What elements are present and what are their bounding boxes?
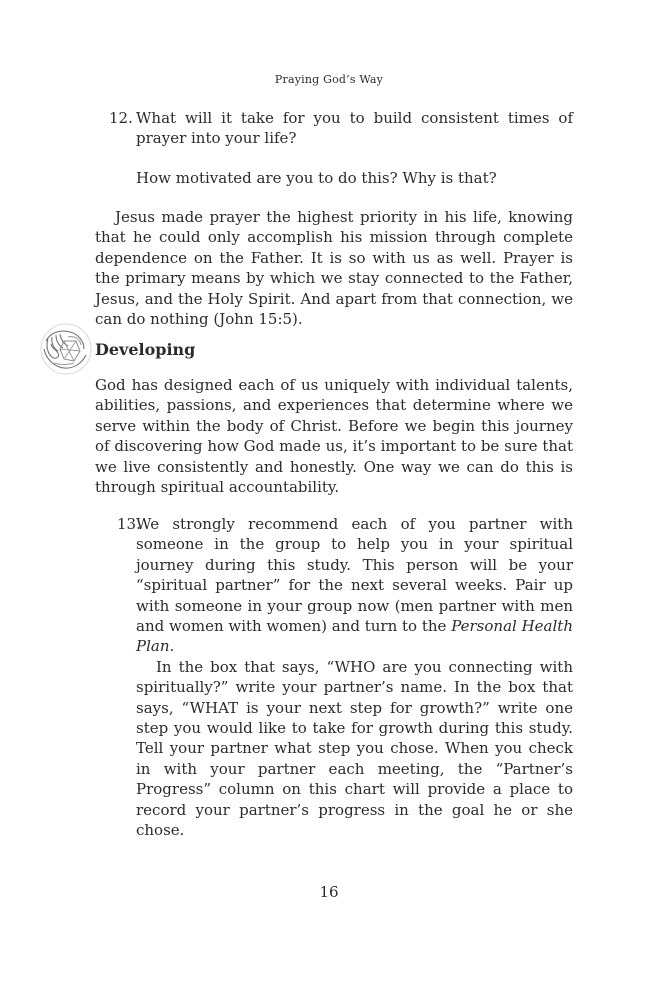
question-number: 13. [117, 515, 141, 533]
paragraph-prayer: Jesus made prayer the highest priority in his life, knowing that he could only accomplish his mission through complete dependence on the Father. It is so with us as well. Prayer is the primary means by which we stay connected to the Father, Jesus, and the Holy Spirit. And apart from that connection, we can do nothing (John 15:5). [95, 208, 573, 329]
question-text: What will it take for you to build consistent times of prayer into your life? [136, 109, 573, 148]
question-continuation: In the box that says, “WHO are you connecting with spiritually?” write your partner’s name. In the box that says, “WHAT is your next step for growth?” write one step you would like to take for growth during this study. Tell your partner what step you chose. When you check in with your partner each meeting, the “Partner’s Progress” column on this chart will provide a place to record your partner’s progress in the goal he or she chose. [136, 657, 573, 840]
section-title: Developing [95, 340, 196, 359]
running-head: Praying God’s Way [274, 73, 384, 86]
personal-health-plan-title: Personal Health Plan [136, 617, 573, 656]
section-intro: God has designed each of us uniquely with individual talents, abilities, passions, and experiences that determine where we serve within the body of Christ. Before we begin this journey of discovering how God made us, it’s important to be sure that we live consistently and honestly. One way we can do this is through spiritual accountability. [95, 376, 573, 497]
developing-hands-icon [34, 319, 94, 379]
page-number: 16 [319, 883, 339, 901]
question-13 [95, 514, 573, 841]
question-text-main: We strongly recommend each of you partner with someone in the group to help you in your spiritual journey during this study. This person will be your “spiritual partner” for the next several weeks. Pair up with someone in your group now (men partner with men and women with women) and turn to the [136, 515, 573, 636]
question-followup: How motivated are you to do this? Why is that? [136, 168, 497, 187]
question-text [136, 514, 573, 657]
question-number: 12. [109, 109, 133, 127]
question-text-end: . [169, 637, 175, 656]
question-12 [95, 108, 573, 188]
